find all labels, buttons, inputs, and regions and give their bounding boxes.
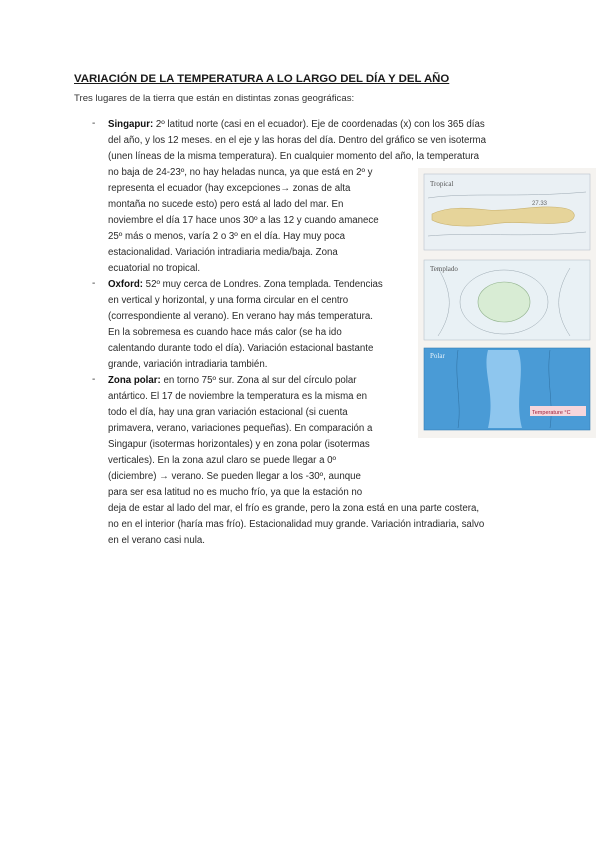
polar-label: Zona polar: <box>108 375 161 386</box>
panel-polar <box>424 348 590 430</box>
singapur-line-4: representa el ecuador (hay excepciones→ zonas de alta <box>108 183 351 194</box>
summer-circle <box>478 282 530 322</box>
isotherm-figure <box>418 168 596 438</box>
panel-templado <box>424 260 590 340</box>
page-subtitle: Tres lugares de la tierra que están en distintas zonas geográficas: <box>74 93 355 104</box>
polar-line-10: en el verano casi nula. <box>108 535 205 546</box>
singapur-label: Singapur: <box>108 119 154 130</box>
oxford-line-4: calentando durante todo el día). Variación estacional bastante <box>108 343 374 354</box>
polar-line-6: (diciembre) → verano. Se pueden llegar a los -30º, aunque <box>108 471 361 482</box>
panel-polar-label: Polar <box>430 352 445 360</box>
oxford-line-1: en vertical y horizontal, y una forma circular en el centro <box>108 295 349 306</box>
bullet-dash-oxford: - <box>92 278 96 289</box>
polar-legend-text: Temperature °C <box>532 410 571 416</box>
panel-templado-label: Templado <box>430 265 458 273</box>
panel-tropical <box>424 174 590 250</box>
oxford-line-3: En la sobremesa es cuando hace más calor (se ha ido <box>108 327 342 338</box>
polar-line-1: antártico. El 17 de noviembre la temperatura es la misma en <box>108 391 367 402</box>
polar-line-8: deja de estar al lado del mar, el frío es grande, pero la zona está en una parte costera, <box>108 503 480 514</box>
singapur-line-8: estacionalidad. Variación intradiaria media/baja. Zona <box>108 247 338 258</box>
polar-line-0: Zona polar: en torno 75º sur. Zona al sur del círculo polar <box>108 375 357 386</box>
polar-line-9: no en el interior (haría mas frío). Estacionalidad muy grande. Variación intradiaria, salvo <box>108 519 485 530</box>
isotherm-figure-svg <box>418 168 596 438</box>
polar-light-zone <box>486 350 522 428</box>
polar-line-2: todo el día, hay una gran variación estacional (si cuenta <box>108 407 348 418</box>
singapur-line-3: no baja de 24-23º, no hay heladas nunca, ya que está en 2º y <box>108 167 373 178</box>
panel-tropical-label: Tropical <box>430 180 454 188</box>
singapur-line-2: (unen líneas de la misma temperatura). En cualquier momento del año, la temperatura <box>108 151 480 162</box>
oxford-line-2: (correspondiente al verano). En verano hay más temperatura. <box>108 311 373 322</box>
tropical-isotherm-value: 27.33 <box>532 201 548 207</box>
singapur-line-7: 25º más o menos, varía 2 o 3º en el día. Hay muy poca <box>108 231 346 242</box>
oxford-label: Oxford: <box>108 279 143 290</box>
singapur-line-0: Singapur: 2º latitud norte (casi en el ecuador). Eje de coordenadas (x) con los 365 días <box>108 119 485 130</box>
singapur-line-6: noviembre el día 17 hace unos 30º a las 12 y cuando amanece <box>108 215 379 226</box>
singapur-line-5: montaña no sucede esto) pero está al lado del mar. En <box>108 199 344 210</box>
page-title: VARIACIÓN DE LA TEMPERATURA A LO LARGO DEL DÍA Y DEL AÑO <box>74 73 450 85</box>
oxford-line-0: Oxford: 52º muy cerca de Londres. Zona templada. Tendencias <box>108 279 383 290</box>
polar-line-3: primavera, verano, variaciones pequeñas). En comparación a <box>108 423 373 434</box>
singapur-line-9: ecuatorial no tropical. <box>108 263 201 274</box>
bullet-dash-singapur: - <box>92 118 96 129</box>
singapur-line-1: del año, y los 12 meses. en el eje y las horas del día. Dentro del gráfico se ven isoterma <box>108 135 487 146</box>
polar-line-7: para ser esa latitud no es mucho frío, ya que la estación no <box>108 487 363 498</box>
polar-line-5: verticales). En la zona azul claro se puede llegar a 0º <box>108 455 337 466</box>
polar-line-4: Singapur (isotermas horizontales) y en zona polar (isotermas <box>108 439 370 450</box>
bullet-dash-polar: - <box>92 374 96 385</box>
oxford-line-5: grande, variación intradiaria también. <box>108 359 268 370</box>
